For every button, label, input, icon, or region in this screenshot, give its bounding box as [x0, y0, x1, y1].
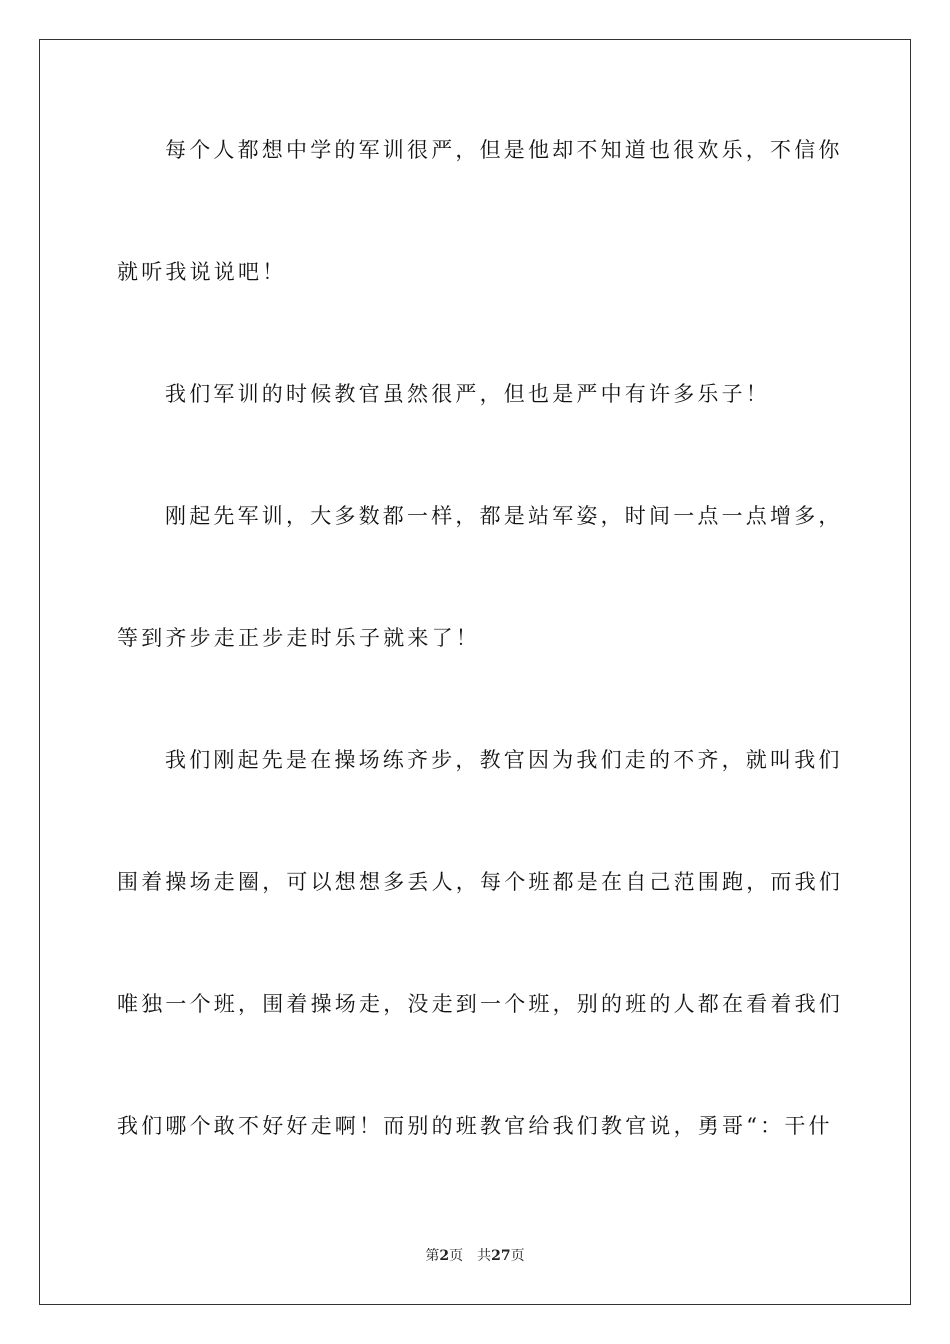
- paragraph-3-line-2: 等到齐步走正步走时乐子就来了！: [117, 626, 480, 650]
- footer-total-prefix: 共: [477, 1248, 492, 1264]
- paragraph-4-line-4: 我们哪个敢不好好走啊！而别的班教官给我们教官说，勇哥“：干什: [117, 1114, 833, 1138]
- footer-page-prefix: 第: [425, 1248, 440, 1264]
- footer-total-pages: 27: [491, 1248, 511, 1264]
- footer-page-number: 2: [439, 1248, 450, 1264]
- line-gap: [117, 547, 837, 608]
- paragraph-2-line-1: 我们军训的时候教官虽然很严，但也是严中有许多乐子！: [165, 382, 770, 406]
- line-gap: [117, 181, 837, 242]
- line-gap: [117, 1035, 837, 1096]
- document-body: [117, 120, 843, 1157]
- paragraph-1-line-2: 就听我说说吧！: [117, 260, 287, 284]
- line-gap: [117, 669, 837, 730]
- paragraph-1-line-1: 每个人都想中学的军训很严，但是他却不知道也很欢乐，不信你: [165, 138, 843, 162]
- paragraph-4-line-3: 唯独一个班，围着操场走，没走到一个班，别的班的人都在看着我们: [117, 992, 843, 1016]
- line-gap: [117, 913, 837, 974]
- line-gap: [117, 791, 837, 852]
- paragraph-3-line-1: 刚起先军训，大多数都一样，都是站军姿，时间一点一点增多，: [165, 504, 843, 528]
- paragraph-4-line-2: 围着操场走圈，可以想想多丢人，每个班都是在自己范围跑，而我们: [117, 870, 843, 894]
- footer-page-suffix: 页: [449, 1248, 464, 1264]
- footer-total-suffix: 页: [510, 1248, 525, 1264]
- page-footer: [0, 1246, 950, 1266]
- line-gap: [117, 425, 837, 486]
- paragraph-4-line-1: 我们刚起先是在操场练齐步，教官因为我们走的不齐，就叫我们: [165, 748, 843, 772]
- line-gap: [117, 303, 837, 364]
